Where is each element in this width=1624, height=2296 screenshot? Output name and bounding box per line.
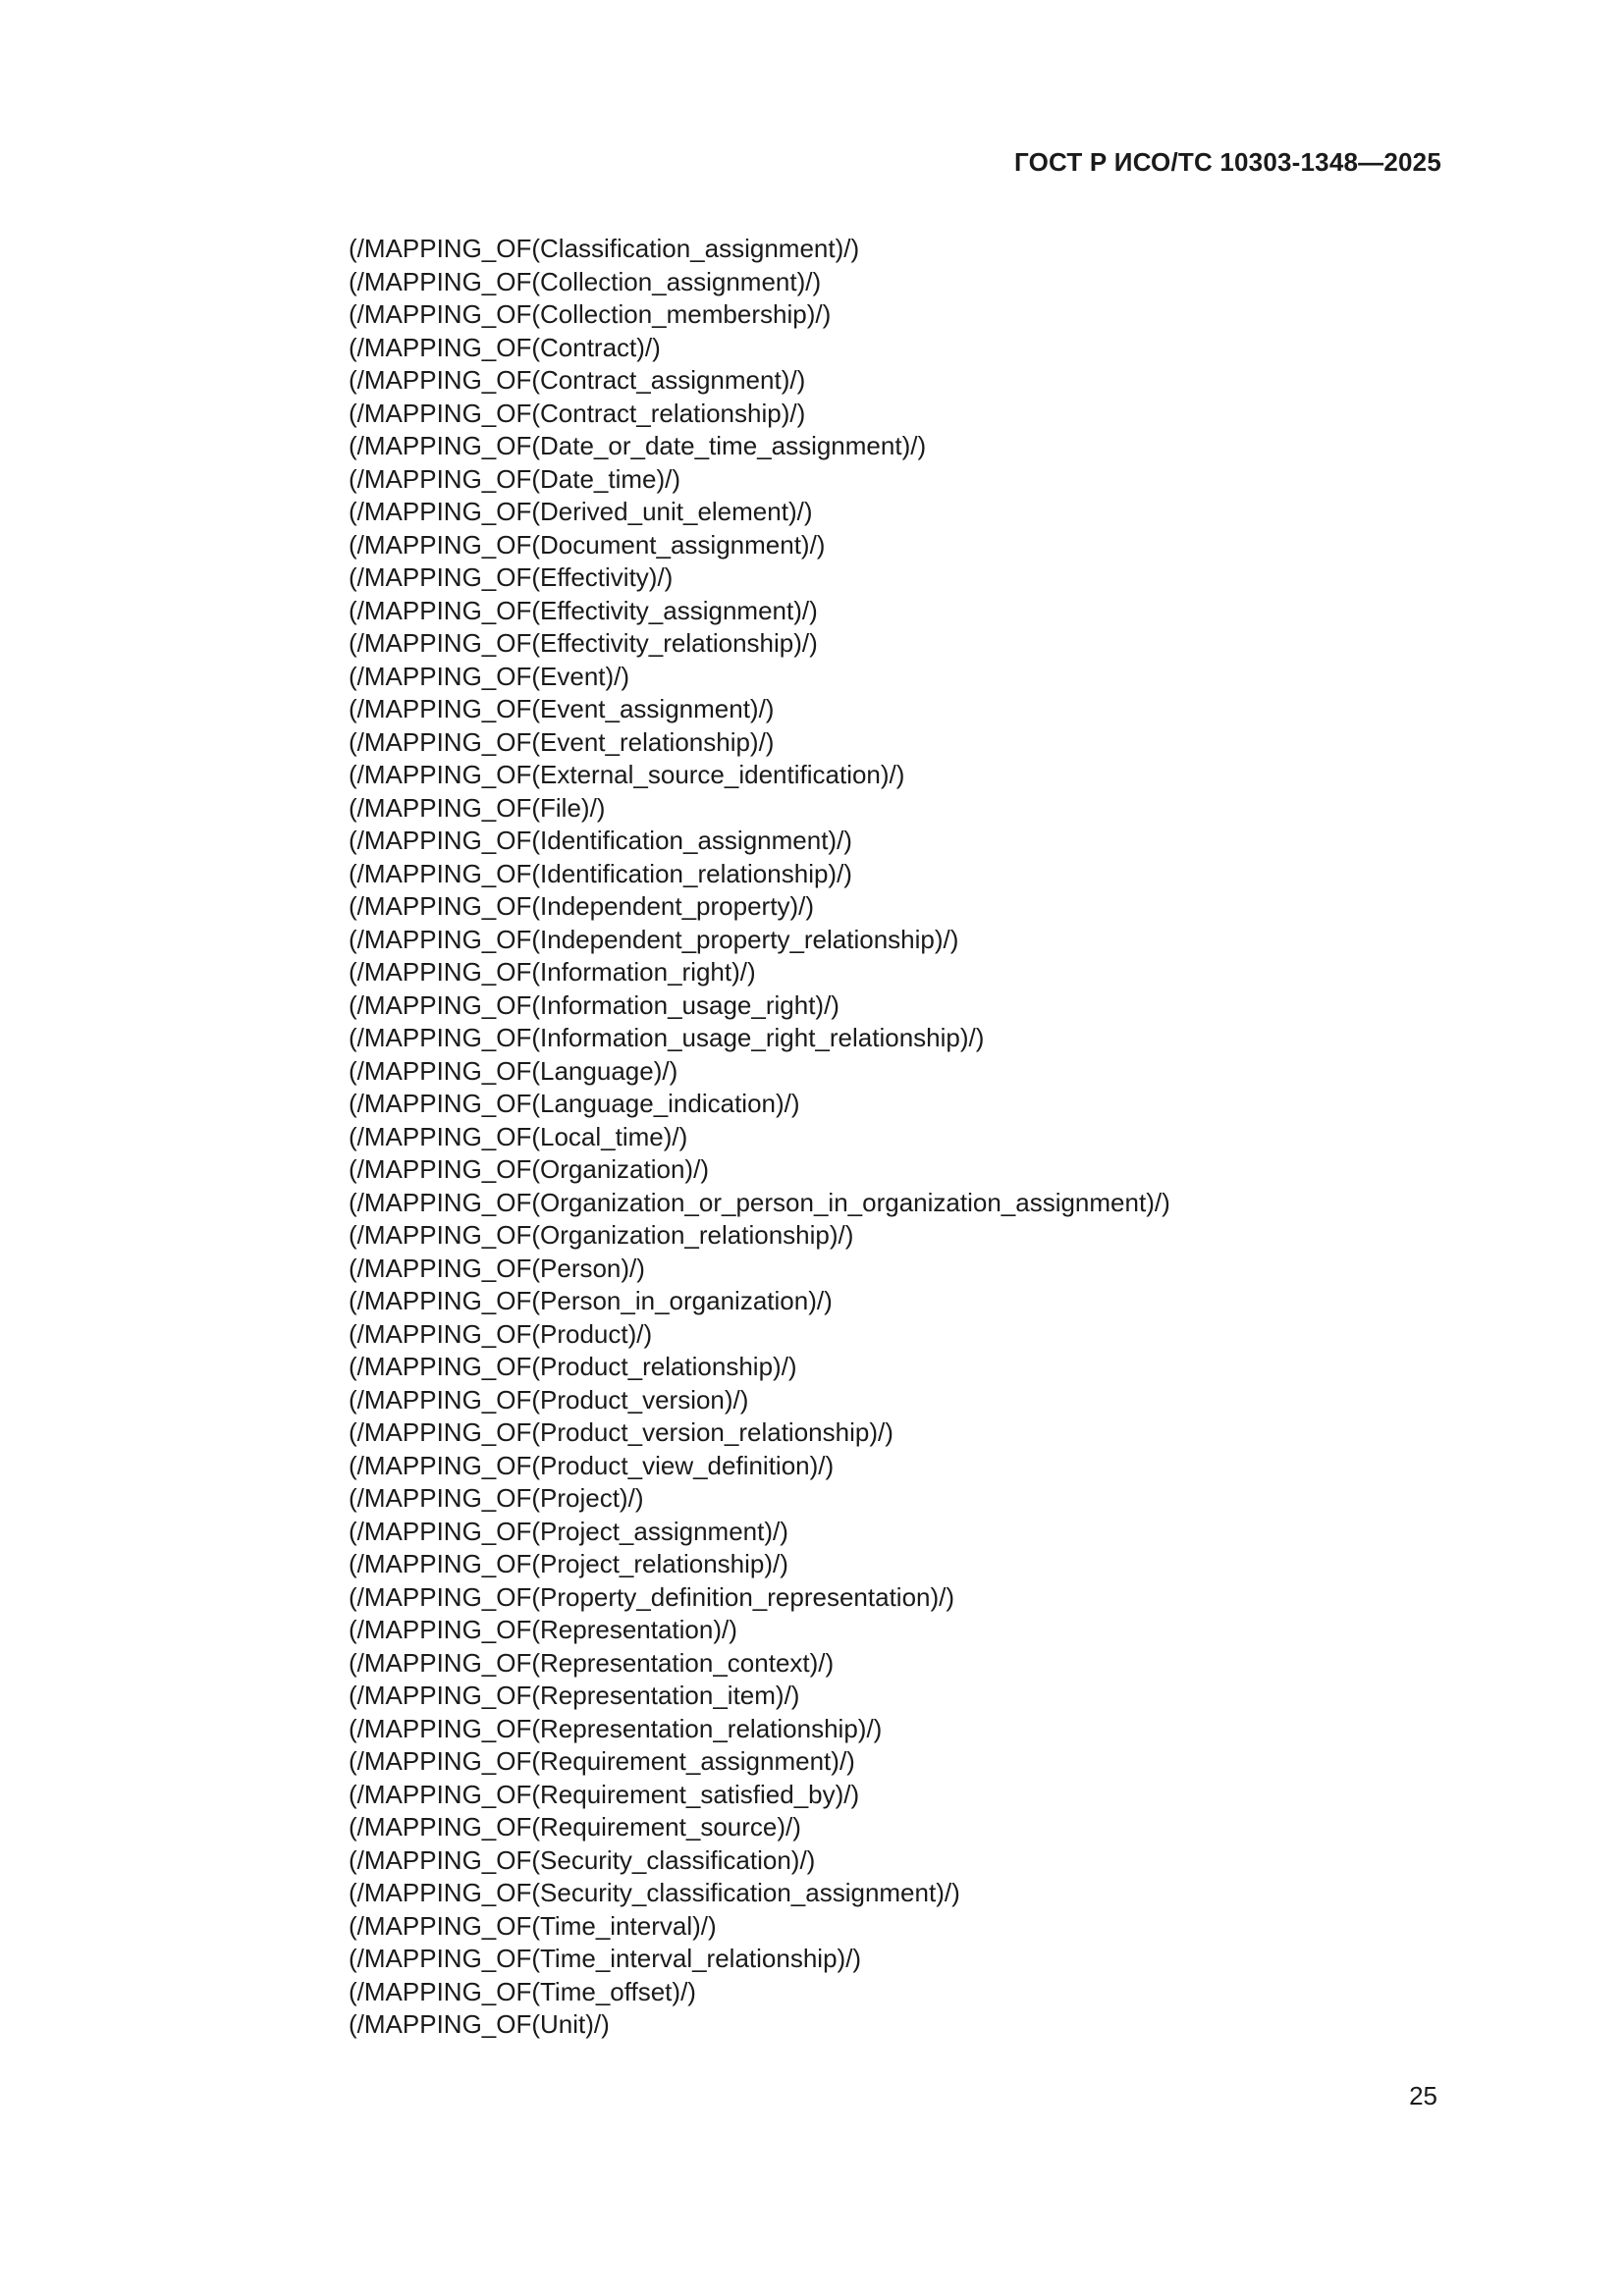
- mapping-line: (/MAPPING_OF(Representation_relationship)/): [349, 1713, 883, 1743]
- mapping-line: (/MAPPING_OF(Effectivity_relationship)/): [349, 628, 818, 658]
- mapping-line: (/MAPPING_OF(Time_interval)/): [349, 1910, 717, 1941]
- mapping-line: (/MAPPING_OF(Event_assignment)/): [349, 694, 775, 723]
- mapping-line: (/MAPPING_OF(Information_usage_right)/): [349, 989, 839, 1020]
- mapping-line: (/MAPPING_OF(Security_classification_assignment)/): [349, 1878, 960, 1907]
- mapping-line: (/MAPPING_OF(Effectivity)/): [349, 562, 674, 592]
- mapping-line: (/MAPPING_OF(Local_time)/): [349, 1121, 688, 1151]
- mapping-line: (/MAPPING_OF(Security_classification)/): [349, 1844, 816, 1875]
- mapping-line: (/MAPPING_OF(Organization_or_person_in_organization_assignment)/): [349, 1187, 1170, 1217]
- mapping-line: (/MAPPING_OF(Project)/): [349, 1483, 644, 1513]
- mapping-line: (/MAPPING_OF(Unit)/): [349, 2009, 610, 2039]
- mapping-line: (/MAPPING_OF(Requirement_source)/): [349, 1812, 801, 1842]
- mapping-line: (/MAPPING_OF(Person)/): [349, 1253, 645, 1283]
- mapping-line: (/MAPPING_OF(Product_relationship)/): [349, 1352, 797, 1381]
- mapping-line: (/MAPPING_OF(Independent_property)/): [349, 891, 814, 921]
- mapping-list: [349, 233, 1170, 2042]
- mapping-line: (/MAPPING_OF(Project_assignment)/): [349, 1516, 788, 1546]
- mapping-line: (/MAPPING_OF(Date_time)/): [349, 463, 681, 494]
- mapping-line: (/MAPPING_OF(Property_definition_representation)/): [349, 1581, 955, 1612]
- mapping-line: (/MAPPING_OF(Time_interval_relationship)/): [349, 1944, 862, 1973]
- mapping-line: (/MAPPING_OF(File)/): [349, 792, 606, 823]
- mapping-line: (/MAPPING_OF(Time_offset)/): [349, 1976, 696, 2006]
- mapping-line: (/MAPPING_OF(Organization_relationship)/): [349, 1220, 854, 1250]
- mapping-line: (/MAPPING_OF(Derived_unit_element)/): [349, 497, 813, 526]
- mapping-line: (/MAPPING_OF(Contract_relationship)/): [349, 398, 806, 428]
- mapping-line: (/MAPPING_OF(Document_assignment)/): [349, 529, 826, 560]
- mapping-line: (/MAPPING_OF(Identification_relationship)/): [349, 858, 852, 888]
- mapping-line: (/MAPPING_OF(Event)/): [349, 661, 630, 691]
- page-number: 25: [1409, 2081, 1437, 2110]
- mapping-line: (/MAPPING_OF(Language)/): [349, 1055, 678, 1086]
- mapping-line: (/MAPPING_OF(External_source_identification)/): [349, 760, 905, 789]
- mapping-line: (/MAPPING_OF(Representation)/): [349, 1615, 737, 1644]
- mapping-line: (/MAPPING_OF(Product)/): [349, 1318, 653, 1349]
- mapping-line: (/MAPPING_OF(Contract)/): [349, 332, 661, 362]
- mapping-line: (/MAPPING_OF(Requirement_satisfied_by)/): [349, 1779, 860, 1809]
- mapping-line: (/MAPPING_OF(Product_view_definition)/): [349, 1450, 835, 1480]
- mapping-line: (/MAPPING_OF(Project_relationship)/): [349, 1549, 788, 1578]
- mapping-line: (/MAPPING_OF(Collection_membership)/): [349, 299, 832, 329]
- mapping-line: (/MAPPING_OF(Effectivity_assignment)/): [349, 595, 818, 625]
- mapping-line: (/MAPPING_OF(Representation_context)/): [349, 1647, 835, 1678]
- mapping-line: (/MAPPING_OF(Product_version)/): [349, 1384, 749, 1415]
- mapping-line: (/MAPPING_OF(Classification_assignment)/): [349, 234, 860, 263]
- mapping-line: (/MAPPING_OF(Collection_assignment)/): [349, 266, 822, 296]
- mapping-line: (/MAPPING_OF(Language_indication)/): [349, 1089, 800, 1118]
- mapping-line: (/MAPPING_OF(Product_version_relationship)/): [349, 1417, 893, 1447]
- mapping-line: (/MAPPING_OF(Event_relationship)/): [349, 726, 775, 757]
- document-header-title: ГОСТ Р ИСО/ТС 10303-1348—2025: [1013, 147, 1441, 177]
- mapping-line: (/MAPPING_OF(Person_in_organization)/): [349, 1286, 833, 1315]
- mapping-line: (/MAPPING_OF(Representation_item)/): [349, 1681, 800, 1710]
- mapping-line: (/MAPPING_OF(Information_right)/): [349, 957, 756, 987]
- mapping-line: (/MAPPING_OF(Independent_property_relationship)/): [349, 924, 959, 954]
- mapping-line: (/MAPPING_OF(Contract_assignment)/): [349, 365, 806, 395]
- mapping-line: (/MAPPING_OF(Identification_assignment)/): [349, 826, 852, 855]
- mapping-line: (/MAPPING_OF(Information_usage_right_relationship)/): [349, 1023, 985, 1052]
- mapping-line: (/MAPPING_OF(Organization)/): [349, 1154, 709, 1184]
- mapping-line: (/MAPPING_OF(Date_or_date_time_assignment)/): [349, 431, 927, 460]
- mapping-line: (/MAPPING_OF(Requirement_assignment)/): [349, 1746, 855, 1776]
